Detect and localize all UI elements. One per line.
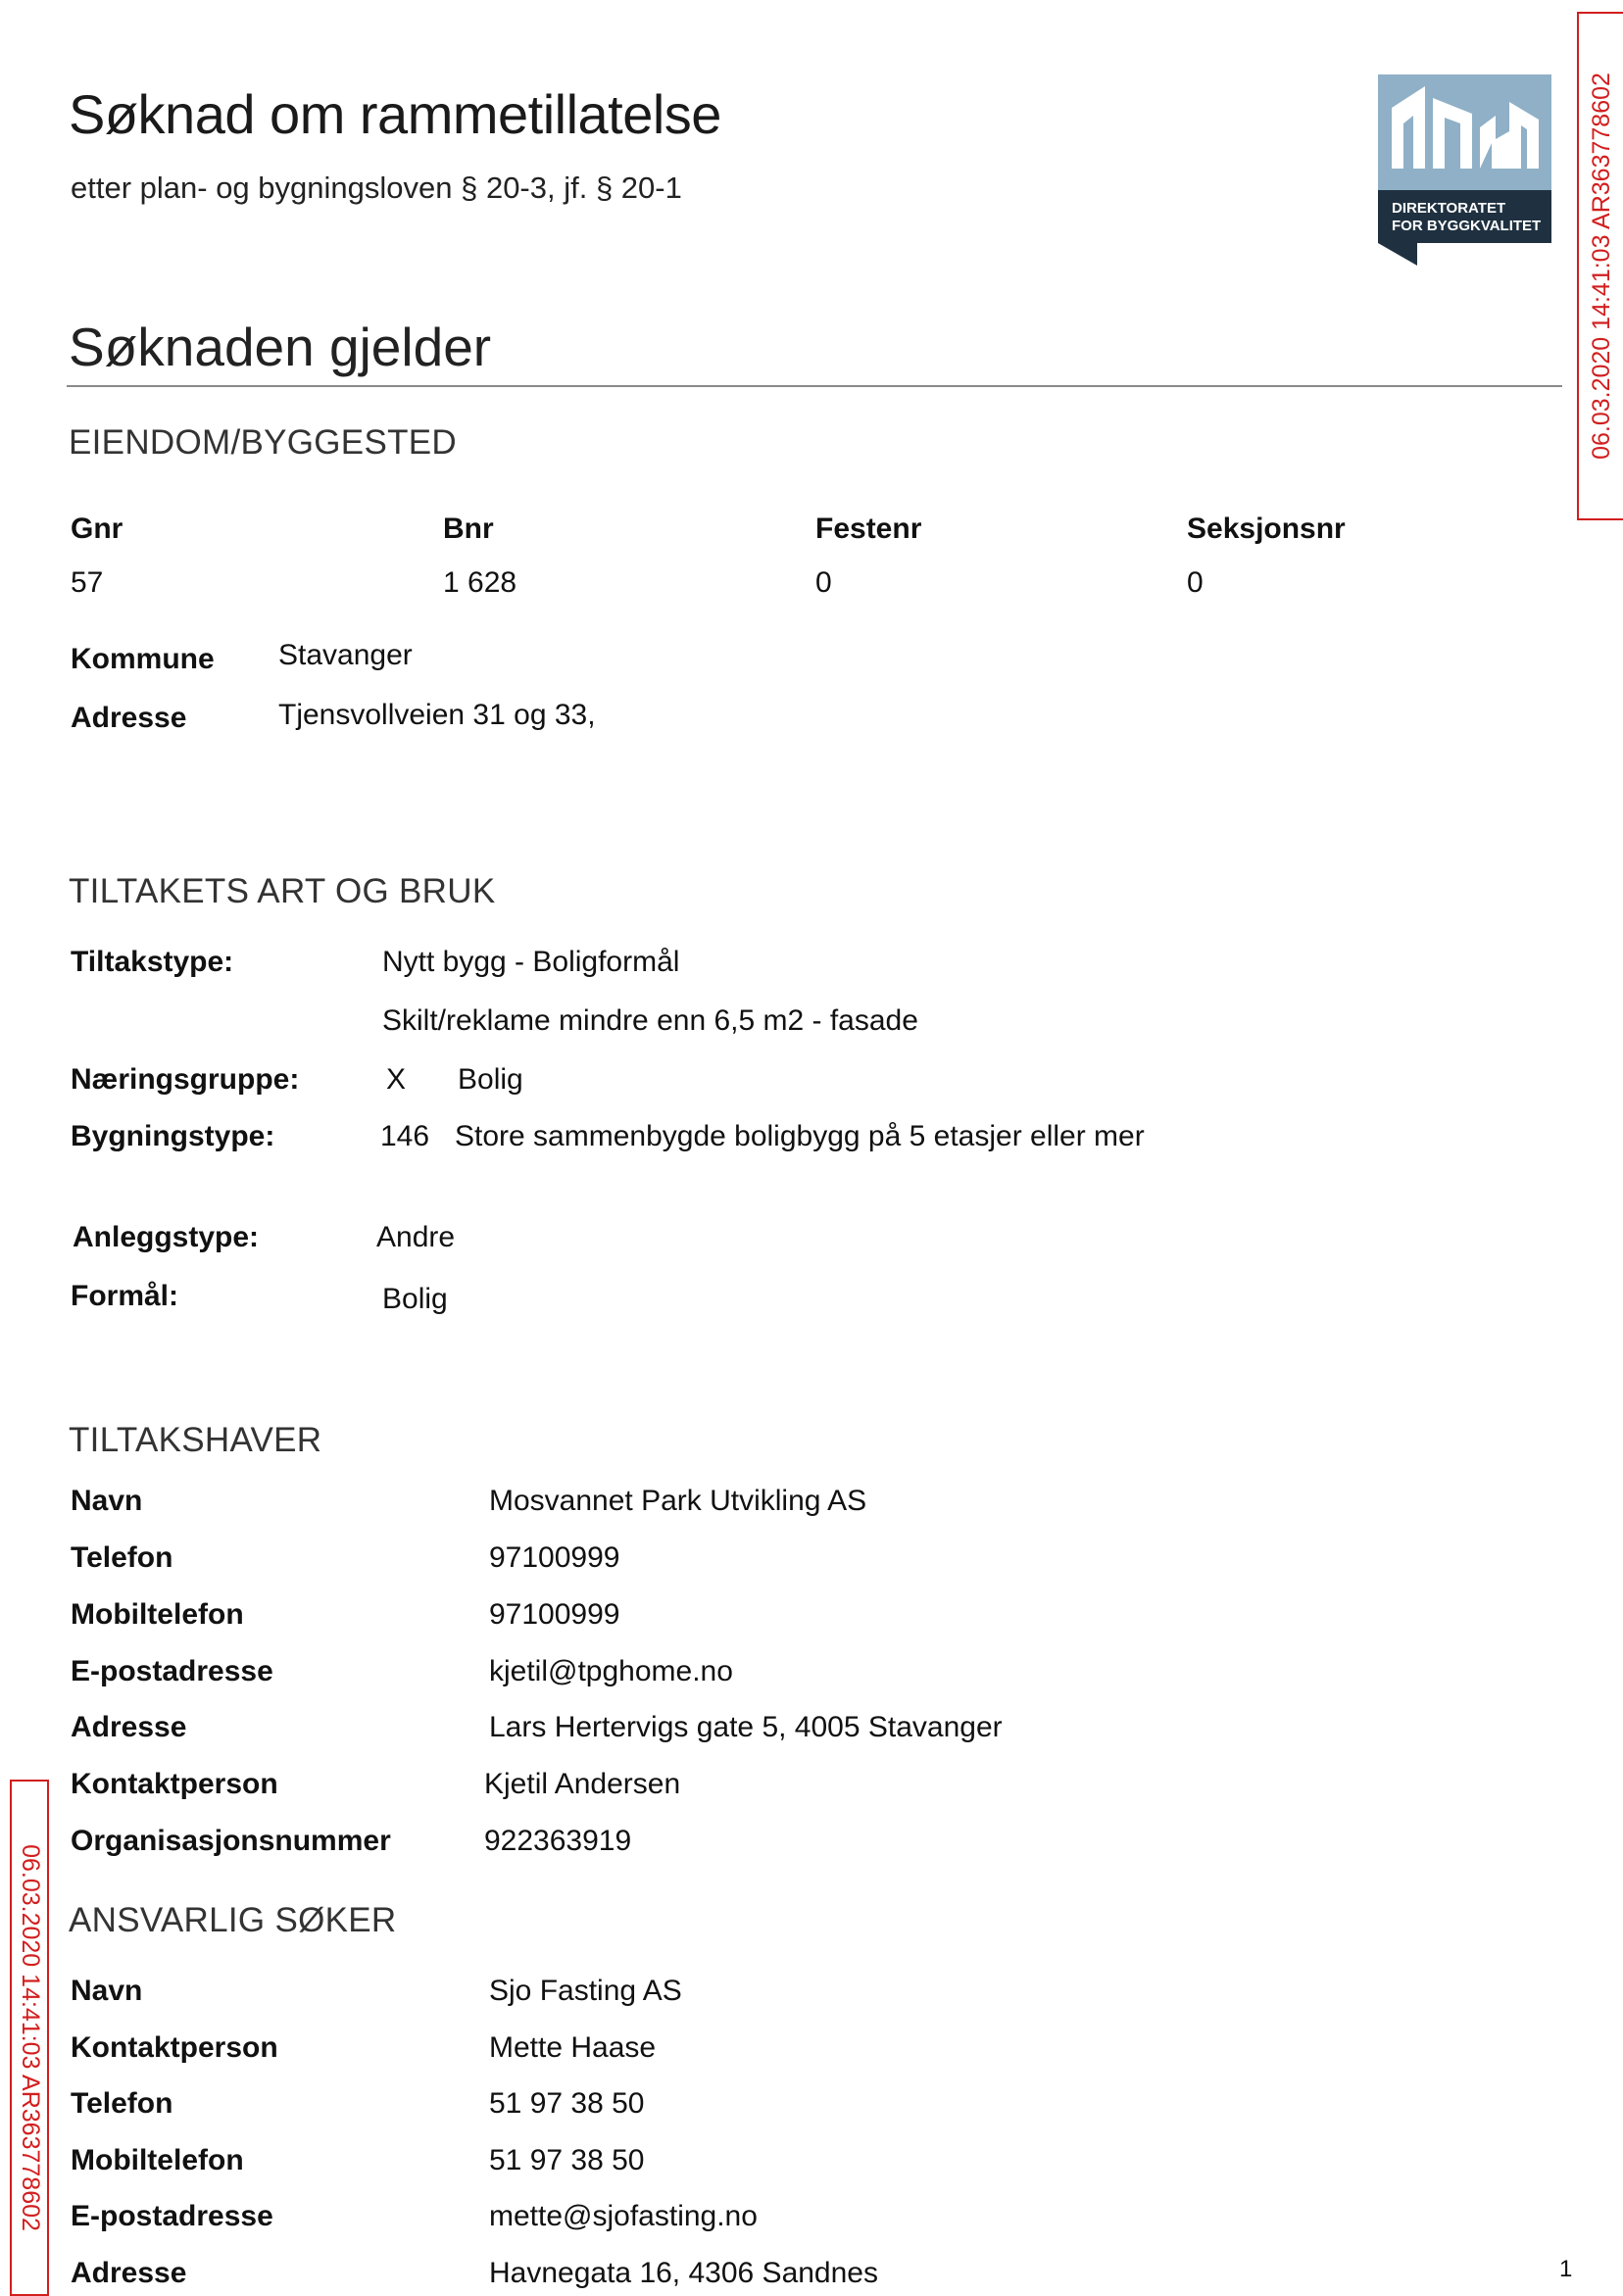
tiltakstype-label: Tiltakstype: xyxy=(71,946,234,978)
tiltakshaver-adresse-label: Adresse xyxy=(71,1711,187,1743)
seksjonsnr-label: Seksjonsnr xyxy=(1187,513,1346,545)
festenr-value: 0 xyxy=(815,566,832,599)
soker-kontaktperson-label: Kontaktperson xyxy=(71,2031,278,2064)
tiltakshaver-navn-label: Navn xyxy=(71,1485,143,1517)
tiltakshaver-adresse-value: Lars Hertervigs gate 5, 4005 Stavanger xyxy=(489,1711,1003,1743)
soker-telefon-label: Telefon xyxy=(71,2087,173,2120)
festenr-label: Festenr xyxy=(815,513,922,545)
logo-line-2: FOR BYGGKVALITET xyxy=(1392,218,1542,234)
bnr-value: 1 628 xyxy=(443,566,517,599)
soker-navn-value: Sjo Fasting AS xyxy=(489,1975,682,2007)
kommune-value: Stavanger xyxy=(278,639,413,671)
page-number: 1 xyxy=(1559,2256,1573,2282)
heading-ansvarlig-soker: ANSVARLIG SØKER xyxy=(69,1901,397,1939)
soker-adresse-label: Adresse xyxy=(71,2257,187,2289)
soker-telefon-value: 51 97 38 50 xyxy=(489,2087,645,2120)
heading-tiltak: TILTAKETS ART OG BRUK xyxy=(69,872,496,910)
heading-tiltakshaver: TILTAKSHAVER xyxy=(69,1421,322,1459)
tiltakshaver-telefon-label: Telefon xyxy=(71,1541,173,1574)
adresse-label: Adresse xyxy=(71,702,187,734)
gnr-label: Gnr xyxy=(71,513,123,545)
anleggstype-label: Anleggstype: xyxy=(73,1221,260,1253)
timestamp-stamp-right xyxy=(1577,12,1623,520)
tiltakshaver-orgnr-value: 922363919 xyxy=(484,1825,632,1857)
logo-line-1: DIREKTORATET xyxy=(1392,200,1506,217)
soker-kontaktperson-value: Mette Haase xyxy=(489,2031,657,2064)
soker-mobil-value: 51 97 38 50 xyxy=(489,2144,645,2176)
dibk-logo-icon xyxy=(1378,74,1551,266)
seksjonsnr-value: 0 xyxy=(1187,566,1204,599)
tiltakshaver-telefon-value: 97100999 xyxy=(489,1541,620,1574)
section-divider xyxy=(67,385,1562,387)
kommune-label: Kommune xyxy=(71,643,215,675)
bygningstype-value: Store sammenbygde boligbygg på 5 etasjer eller mer xyxy=(455,1120,1145,1152)
tiltakshaver-orgnr-label: Organisasjonsnummer xyxy=(71,1825,391,1857)
tiltakshaver-mobil-value: 97100999 xyxy=(489,1598,620,1631)
anleggstype-value: Andre xyxy=(376,1221,456,1253)
tiltakshaver-kontaktperson-value: Kjetil Andersen xyxy=(484,1768,681,1800)
soker-mobil-label: Mobiltelefon xyxy=(71,2144,244,2176)
tiltakshaver-mobil-label: Mobiltelefon xyxy=(71,1598,244,1631)
naeringsgruppe-code: X xyxy=(386,1063,407,1096)
stamp-text: 06.03.2020 14:41:03 AR363778602 xyxy=(1587,73,1615,460)
tiltakshaver-kontaktperson-label: Kontaktperson xyxy=(71,1768,278,1800)
bygningstype-label: Bygningstype: xyxy=(71,1120,275,1152)
soker-navn-label: Navn xyxy=(71,1975,143,2007)
soker-epost-label: E-postadresse xyxy=(71,2200,273,2232)
formaal-label: Formål: xyxy=(71,1280,179,1312)
formaal-value: Bolig xyxy=(382,1283,448,1315)
tiltakstype-value-2: Skilt/reklame mindre enn 6,5 m2 - fasade xyxy=(382,1004,918,1037)
soker-adresse-value: Havnegata 16, 4306 Sandnes xyxy=(489,2257,878,2289)
naeringsgruppe-label: Næringsgruppe: xyxy=(71,1063,300,1096)
heading-eiendom: EIENDOM/BYGGESTED xyxy=(69,423,457,462)
stamp-text: 06.03.2020 14:41:03 AR363778602 xyxy=(16,1844,44,2231)
document-subtitle: etter plan- og bygningsloven § 20-3, jf. § 20-1 xyxy=(71,171,682,205)
adresse-value: Tjensvollveien 31 og 33, xyxy=(278,699,596,731)
timestamp-stamp-left xyxy=(10,1780,49,2296)
document-title: Søknad om rammetillatelse xyxy=(69,83,721,145)
section-title: Søknaden gjelder xyxy=(69,317,492,377)
tiltakstype-value-1: Nytt bygg - Boligformål xyxy=(382,946,680,978)
bygningstype-code: 146 xyxy=(380,1120,430,1152)
naeringsgruppe-value: Bolig xyxy=(458,1063,523,1096)
tiltakshaver-epost-value: kjetil@tpghome.no xyxy=(489,1655,733,1687)
soker-epost-value: mette@sjofasting.no xyxy=(489,2200,758,2232)
bnr-label: Bnr xyxy=(443,513,494,545)
tiltakshaver-navn-value: Mosvannet Park Utvikling AS xyxy=(489,1485,867,1517)
gnr-value: 57 xyxy=(71,566,104,599)
tiltakshaver-epost-label: E-postadresse xyxy=(71,1655,273,1687)
